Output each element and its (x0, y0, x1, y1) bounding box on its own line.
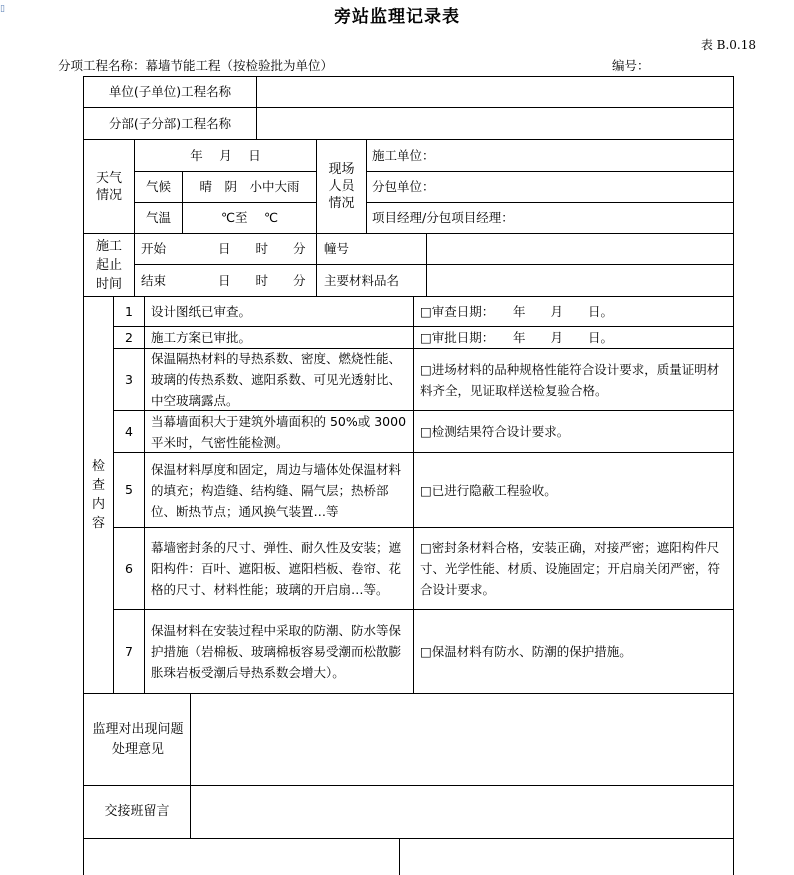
item-number: 5 (125, 482, 133, 497)
subcontractor-field[interactable]: 分包单位： (372, 179, 435, 194)
item-result[interactable]: □已进行隐蔽工程验收。 (420, 482, 557, 498)
unit-project-name-label: 单位(子单位)工程名称 (108, 84, 232, 99)
form-number: 表 B.0.18 (700, 38, 756, 52)
weather-date-field[interactable]: 年 月 日 (190, 147, 261, 163)
temperature-label: 气温 (145, 210, 171, 225)
temperature-range-field[interactable]: ℃至 ℃ (220, 210, 279, 225)
item-content: 施工方案已审批。 (151, 330, 252, 345)
main-materials-label: 主要材料品名 (324, 272, 400, 288)
construction-time-label: 施工 起止 时间 (95, 238, 122, 292)
climate-options[interactable]: 晴 阴 小中大雨 (199, 179, 300, 194)
page-title: 旁站监理记录表 (334, 7, 460, 27)
document-corner-icon: ▯ (0, 4, 5, 14)
start-label: 开始 (141, 241, 167, 256)
item-number: 7 (125, 643, 133, 659)
unit-project-name-field[interactable] (257, 77, 733, 107)
item-content: 保温材料厚度和固定，周边与墙体处保温材料的填充；构造缝、结构缝、隔气层；热桥部位、断热节点；通风换气装置…等 (151, 461, 402, 519)
item-result[interactable]: □保温材料有防水、防潮的保护措施。 (420, 644, 632, 659)
item-result[interactable]: □进场材料的品种规格性能符合设计要求，质量证明材料齐全，见证取样送检复验合格。 (420, 361, 720, 398)
item-content: 保温材料在安装过程中采取的防潮、防水等保护措施（岩棉板、玻璃棉板容易受潮而松散膨胀珠岩板受潮后导热系数会增大）。 (151, 623, 402, 680)
handover-message-field[interactable] (191, 786, 733, 838)
item-content: 幕墙密封条的尺寸、弹性、耐久性及安装；遮阳构件：百叶、遮阳板、遮阳档板、卷帘、花格的尺寸、材料性能；玻璃的开启扇…等。 (151, 540, 402, 597)
item-number: 2 (125, 329, 133, 345)
sub-project-name-label: 分部(子分部)工程名称 (108, 115, 232, 131)
item-result[interactable]: □密封条材料合格，安装正确，对接严密；遮阳构件尺寸、光学性能、材质、设施固定；开启扇关闭严密，符合设计要求。 (420, 540, 721, 597)
end-time-field[interactable]: 日 时 分 (218, 272, 306, 288)
main-materials-field[interactable] (427, 265, 733, 296)
signature-cell-left[interactable] (84, 839, 399, 875)
building-number-field[interactable] (427, 234, 733, 264)
sub-project-name-field[interactable] (257, 108, 733, 139)
item-content: 设计图纸已审查。 (151, 304, 252, 319)
weather-label: 天气 情况 (95, 170, 122, 203)
item-number: 6 (125, 560, 133, 576)
handover-message-label: 交接班留言 (104, 804, 170, 819)
item-number: 1 (125, 303, 133, 319)
item-result[interactable]: □检测结果符合设计要求。 (420, 424, 570, 439)
item-number: 3 (125, 371, 133, 387)
start-time-field[interactable]: 日 时 分 (218, 241, 306, 256)
item-content: 保温隔热材料的导热系数、密度、燃烧性能、玻璃的传热系数、遮阳系数、可见光透射比、中空玻璃露点。 (151, 351, 402, 408)
end-label: 结束 (141, 272, 167, 288)
building-number-label: 幢号 (324, 241, 350, 256)
inspection-content-label: 检 查 内 容 (91, 459, 105, 531)
signature-cell-right[interactable] (400, 839, 733, 875)
supervision-opinion-label: 监理对出现问题处理意见 (92, 721, 184, 757)
project-manager-field[interactable]: 项目经理/分包项目经理： (372, 210, 514, 225)
item-result[interactable]: □审批日期： 年 月 日。 (420, 330, 614, 345)
subproject-name-label: 分项工程名称：幕墙节能工程（按检验批为单位） (58, 58, 334, 73)
serial-number-label: 编号： (612, 58, 650, 73)
item-number: 4 (125, 423, 133, 439)
supervision-opinion-field[interactable] (191, 694, 733, 785)
contractor-field[interactable]: 施工单位： (372, 147, 435, 163)
item-result[interactable]: □审查日期： 年 月 日。 (420, 304, 614, 319)
item-content: 当幕墙面积大于建筑外墙面积的 50%或 3000 平米时，气密性能检测。 (151, 413, 407, 450)
onsite-staff-label: 现场 人员 情况 (328, 162, 355, 211)
climate-label: 气候 (145, 179, 171, 194)
